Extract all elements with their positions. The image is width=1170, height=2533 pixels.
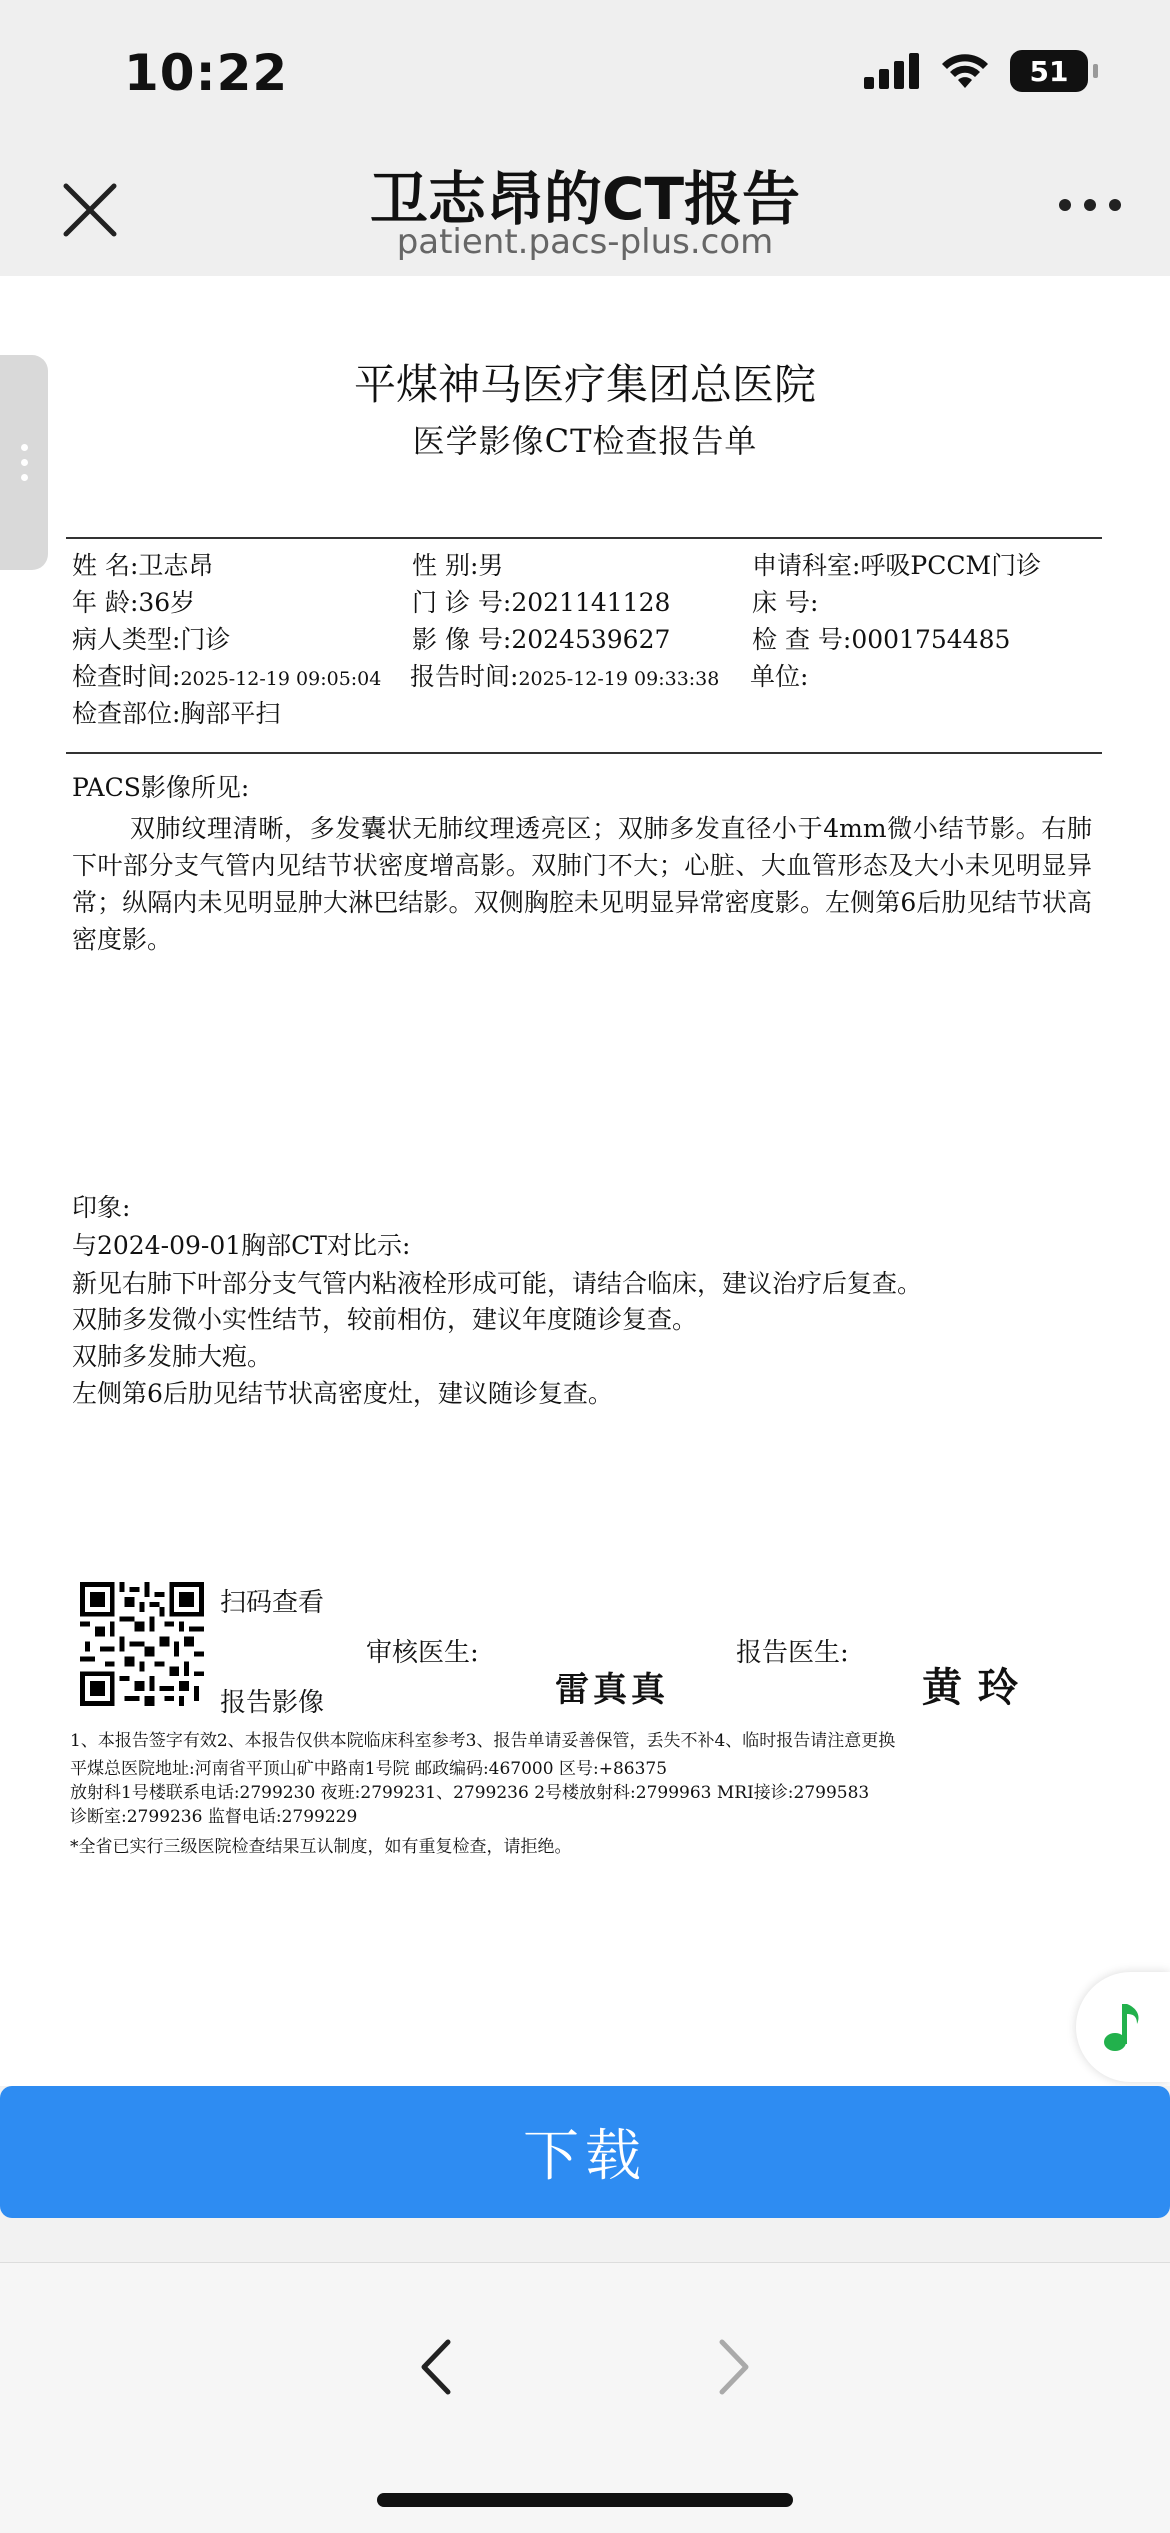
side-drawer-handle[interactable] bbox=[0, 355, 48, 570]
reporter-signature: 黄玲 bbox=[922, 1664, 1034, 1711]
chevron-right-icon bbox=[718, 2338, 752, 2396]
report-time-value: 2025-12-19 09:33:38 bbox=[518, 668, 720, 690]
report-document bbox=[0, 276, 1170, 2086]
reviewer-signature: 雷真真 bbox=[555, 1670, 669, 1710]
report-title: 医学影像CT检查报告单 bbox=[412, 422, 758, 460]
impression-line: 双肺多发肺大疱。 bbox=[72, 1342, 273, 1371]
note-line: 平煤总医院地址:河南省平顶山矿中路南1号院 邮政编码:467000 区号:+86375 bbox=[70, 1759, 668, 1779]
exam-time-label: 检查时间: bbox=[72, 662, 181, 691]
more-button[interactable] bbox=[1050, 180, 1130, 230]
exam-time-value: 2025-12-19 09:05:04 bbox=[180, 668, 382, 690]
patient-type: 病人类型:门诊 bbox=[72, 625, 231, 654]
exam-time bbox=[72, 657, 381, 693]
image-number: 影 像 号:2024539627 bbox=[412, 625, 671, 654]
exam-number: 检 查 号:0001754485 bbox=[752, 625, 1011, 654]
home-indicator bbox=[377, 2493, 793, 2507]
scan-text: 扫码查看 bbox=[220, 1588, 325, 1618]
clinic-number: 门 诊 号:2021141128 bbox=[412, 588, 671, 617]
status-icons bbox=[864, 50, 1088, 92]
patient-age: 年 龄:36岁 bbox=[72, 588, 196, 617]
forward-button[interactable] bbox=[705, 2327, 765, 2407]
unit: 单位: bbox=[750, 662, 809, 691]
battery-icon bbox=[1010, 50, 1088, 92]
impression-label: 印象: bbox=[72, 1193, 131, 1222]
nav-bar bbox=[0, 140, 1170, 276]
note-line: 1、本报告签字有效2、本报告仅供本院临床科室参考3、报告单请妥善保管，丢失不补4、临时报告请注意更换 bbox=[70, 1731, 896, 1751]
page-title: 卫志昂的CT报告 bbox=[369, 165, 801, 233]
impression-line: 新见右肺下叶部分支气管内粘液栓形成可能，请结合临床，建议治疗后复查。 bbox=[72, 1269, 923, 1298]
browser-toolbar bbox=[0, 2262, 1170, 2533]
music-note-icon bbox=[1101, 2000, 1145, 2054]
note-line: *全省已实行三级医院检查结果互认制度，如有重复检查，请拒绝。 bbox=[70, 1837, 572, 1857]
status-time: 10:22 bbox=[124, 44, 289, 102]
chevron-left-icon bbox=[418, 2338, 452, 2396]
note-line: 诊断室:2799236 监督电话:2799229 bbox=[70, 1807, 358, 1827]
report-time bbox=[410, 657, 719, 693]
findings-text: 双肺纹理清晰，多发囊状无肺纹理透亮区；双肺多发直径小于4mm微小结节影。右肺下叶部分支气管内见结节状密度增高影。双肺门不大；心脏、大血管形态及大小未见明显异常；纵隔内未见明显肿大淋巴结影。双侧胸腔未见明显异常密度影。左侧第6后肋见结节状高密度影。 bbox=[72, 814, 1092, 954]
divider bbox=[66, 752, 1102, 754]
request-dept: 申请科室:呼吸PCCM门诊 bbox=[752, 551, 1042, 580]
impression-line: 左侧第6后肋见结节状高密度灶，建议随诊复查。 bbox=[72, 1379, 613, 1408]
patient-sex: 性 别:男 bbox=[412, 551, 504, 580]
report-image-text: 报告影像 bbox=[220, 1688, 325, 1718]
back-button[interactable] bbox=[405, 2327, 465, 2407]
bed-number: 床 号: bbox=[752, 588, 819, 617]
patient-name: 姓 名:卫志昂 bbox=[72, 551, 214, 580]
findings-label: PACS影像所见: bbox=[72, 773, 250, 802]
wifi-icon bbox=[940, 52, 990, 90]
reporter-label: 报告医生: bbox=[736, 1638, 849, 1668]
note-line: 放射科1号楼联系电话:2799230 夜班:2799231、2799236 2号楼放射科:2799963 MRI接诊:2799583 bbox=[70, 1783, 870, 1803]
divider bbox=[66, 537, 1102, 539]
impression-line: 双肺多发微小实性结节，较前相仿，建议年度随诊复查。 bbox=[72, 1305, 698, 1334]
qr-code[interactable] bbox=[80, 1582, 204, 1706]
report-time-label: 报告时间: bbox=[410, 662, 519, 691]
battery-level: 51 bbox=[1029, 54, 1069, 88]
impression-line: 与2024-09-01胸部CT对比示: bbox=[72, 1231, 411, 1260]
download-button[interactable]: 下载 bbox=[0, 2086, 1170, 2218]
page-url: patient.pacs-plus.com bbox=[396, 222, 774, 262]
hospital-name: 平煤神马医疗集团总医院 bbox=[353, 360, 816, 409]
status-bar bbox=[0, 0, 1170, 140]
reviewer-label: 审核医生: bbox=[366, 1638, 479, 1668]
download-area bbox=[0, 2086, 1170, 2262]
signal-icon bbox=[864, 53, 920, 89]
more-icon bbox=[1058, 198, 1122, 212]
exam-part: 检查部位:胸部平扫 bbox=[72, 699, 281, 728]
